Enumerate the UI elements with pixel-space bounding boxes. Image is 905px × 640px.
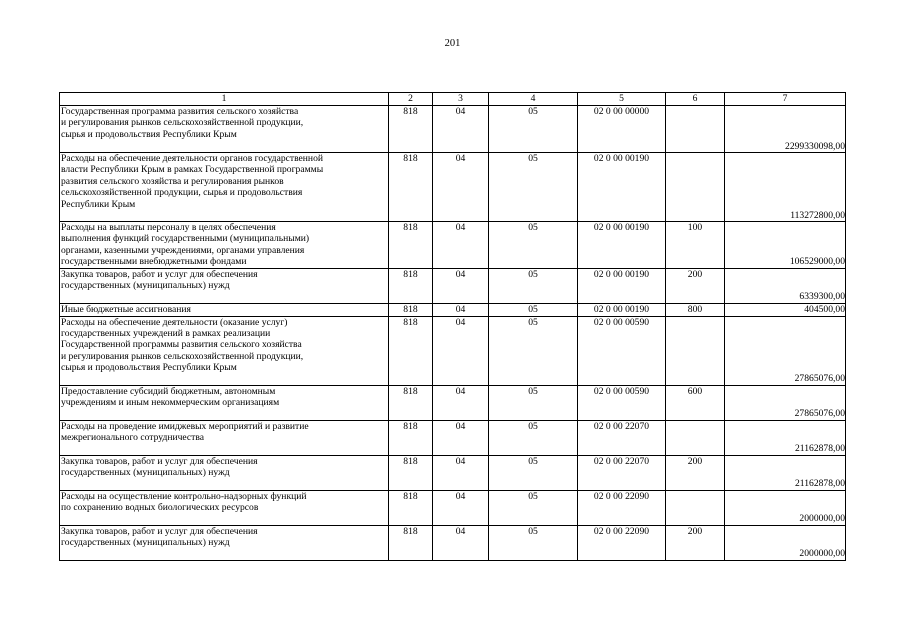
column-header-6: 6 — [666, 93, 725, 106]
row-code-6 — [666, 153, 725, 222]
row-code-6: 200 — [666, 525, 725, 560]
column-header-3: 3 — [433, 93, 489, 106]
row-amount: 2000000,00 — [725, 525, 846, 560]
table-row — [60, 268, 846, 303]
row-code-5: 02 0 00 00190 — [578, 153, 666, 222]
row-amount: 113272800,00 — [725, 153, 846, 222]
row-code-3: 04 — [433, 222, 489, 269]
row-code-3: 04 — [433, 106, 489, 153]
row-name: Расходы на обеспечение деятельности органов государственной власти Республики Крым в рамках Государственной программы развития сельского хозяйства и регулирования рынков сельскохозяйственной продукции, сырья и продовольствия Республики Крым — [60, 153, 389, 222]
row-code-5: 02 0 00 22070 — [578, 420, 666, 455]
row-code-4: 05 — [489, 106, 578, 153]
row-code-4: 05 — [489, 316, 578, 385]
row-code-2: 818 — [389, 303, 433, 316]
row-code-6 — [666, 106, 725, 153]
table-row — [60, 222, 846, 269]
row-code-4: 05 — [489, 420, 578, 455]
row-amount: 27865076,00 — [725, 316, 846, 385]
column-header-2: 2 — [389, 93, 433, 106]
row-code-4: 05 — [489, 385, 578, 420]
table-row — [60, 153, 846, 222]
row-code-2: 818 — [389, 525, 433, 560]
row-code-3: 04 — [433, 316, 489, 385]
row-code-6: 100 — [666, 222, 725, 269]
page-number: 201 — [444, 38, 461, 49]
row-code-2: 818 — [389, 385, 433, 420]
row-code-6: 600 — [666, 385, 725, 420]
table-header-row — [60, 93, 846, 106]
row-code-5: 02 0 00 00190 — [578, 303, 666, 316]
column-header-5: 5 — [578, 93, 666, 106]
row-amount: 21162878,00 — [725, 455, 846, 490]
row-name: Закупка товаров, работ и услуг для обеспечения государственных (муниципальных) нужд — [60, 525, 389, 560]
row-code-4: 05 — [489, 455, 578, 490]
row-code-3: 04 — [433, 303, 489, 316]
column-header-1: 1 — [60, 93, 389, 106]
row-code-4: 05 — [489, 153, 578, 222]
row-code-5: 02 0 00 22090 — [578, 490, 666, 525]
row-code-6 — [666, 490, 725, 525]
row-code-2: 818 — [389, 316, 433, 385]
row-name: Иные бюджетные ассигнования — [60, 303, 389, 316]
row-name: Закупка товаров, работ и услуг для обеспечения государственных (муниципальных) нужд — [60, 268, 389, 303]
row-name: Расходы на выплаты персоналу в целях обеспечения выполнения функций государственными (муниципальными) органами, казенными учреждениями, органами управления государственными внебюджетными фондами — [60, 222, 389, 269]
row-amount: 27865076,00 — [725, 385, 846, 420]
row-code-3: 04 — [433, 490, 489, 525]
row-code-2: 818 — [389, 153, 433, 222]
row-code-2: 818 — [389, 222, 433, 269]
row-code-2: 818 — [389, 268, 433, 303]
budget-table — [59, 92, 846, 561]
row-code-5: 02 0 00 00590 — [578, 385, 666, 420]
row-code-3: 04 — [433, 268, 489, 303]
row-name: Расходы на осуществление контрольно-надзорных функций по сохранению водных биологических ресурсов — [60, 490, 389, 525]
row-code-5: 02 0 00 00590 — [578, 316, 666, 385]
row-code-5: 02 0 00 00190 — [578, 222, 666, 269]
row-amount: 21162878,00 — [725, 420, 846, 455]
row-name: Предоставление субсидий бюджетным, автономным учреждениям и иным некоммерческим организациям — [60, 385, 389, 420]
row-code-6: 200 — [666, 268, 725, 303]
row-code-2: 818 — [389, 420, 433, 455]
table-row — [60, 455, 846, 490]
row-name: Государственная программа развития сельского хозяйства и регулирования рынков сельскохозяйственной продукции, сырья и продовольствия Республики Крым — [60, 106, 389, 153]
row-code-2: 818 — [389, 106, 433, 153]
row-code-4: 05 — [489, 222, 578, 269]
table-row — [60, 303, 846, 316]
row-code-5: 02 0 00 00000 — [578, 106, 666, 153]
column-header-7: 7 — [725, 93, 846, 106]
row-amount: 2299330098,00 — [725, 106, 846, 153]
table-row — [60, 525, 846, 560]
column-header-4: 4 — [489, 93, 578, 106]
row-code-6: 800 — [666, 303, 725, 316]
row-name: Закупка товаров, работ и услуг для обеспечения государственных (муниципальных) нужд — [60, 455, 389, 490]
row-amount: 106529000,00 — [725, 222, 846, 269]
row-name: Расходы на проведение имиджевых мероприятий и развитие межрегионального сотрудничества — [60, 420, 389, 455]
row-code-4: 05 — [489, 303, 578, 316]
row-name: Расходы на обеспечение деятельности (оказание услуг) государственных учреждений в рамках реализации Государственной программы развития сельского хозяйства и регулирования рынков сельскохозяйственной продукции, сырья и продовольствия Республики Крым — [60, 316, 389, 385]
row-code-5: 02 0 00 22090 — [578, 525, 666, 560]
row-code-6 — [666, 316, 725, 385]
row-code-4: 05 — [489, 268, 578, 303]
row-code-4: 05 — [489, 490, 578, 525]
table-row — [60, 420, 846, 455]
row-amount: 2000000,00 — [725, 490, 846, 525]
row-code-5: 02 0 00 00190 — [578, 268, 666, 303]
table-row — [60, 316, 846, 385]
table-row — [60, 385, 846, 420]
row-code-3: 04 — [433, 153, 489, 222]
row-code-6 — [666, 420, 725, 455]
row-code-2: 818 — [389, 455, 433, 490]
table-row — [60, 490, 846, 525]
row-code-3: 04 — [433, 525, 489, 560]
row-code-3: 04 — [433, 385, 489, 420]
row-code-4: 05 — [489, 525, 578, 560]
row-amount: 6339300,00 — [725, 268, 846, 303]
row-code-6: 200 — [666, 455, 725, 490]
table-row — [60, 106, 846, 153]
row-code-3: 04 — [433, 420, 489, 455]
row-code-3: 04 — [433, 455, 489, 490]
row-code-2: 818 — [389, 490, 433, 525]
row-code-5: 02 0 00 22070 — [578, 455, 666, 490]
row-amount: 404500,00 — [725, 303, 846, 316]
